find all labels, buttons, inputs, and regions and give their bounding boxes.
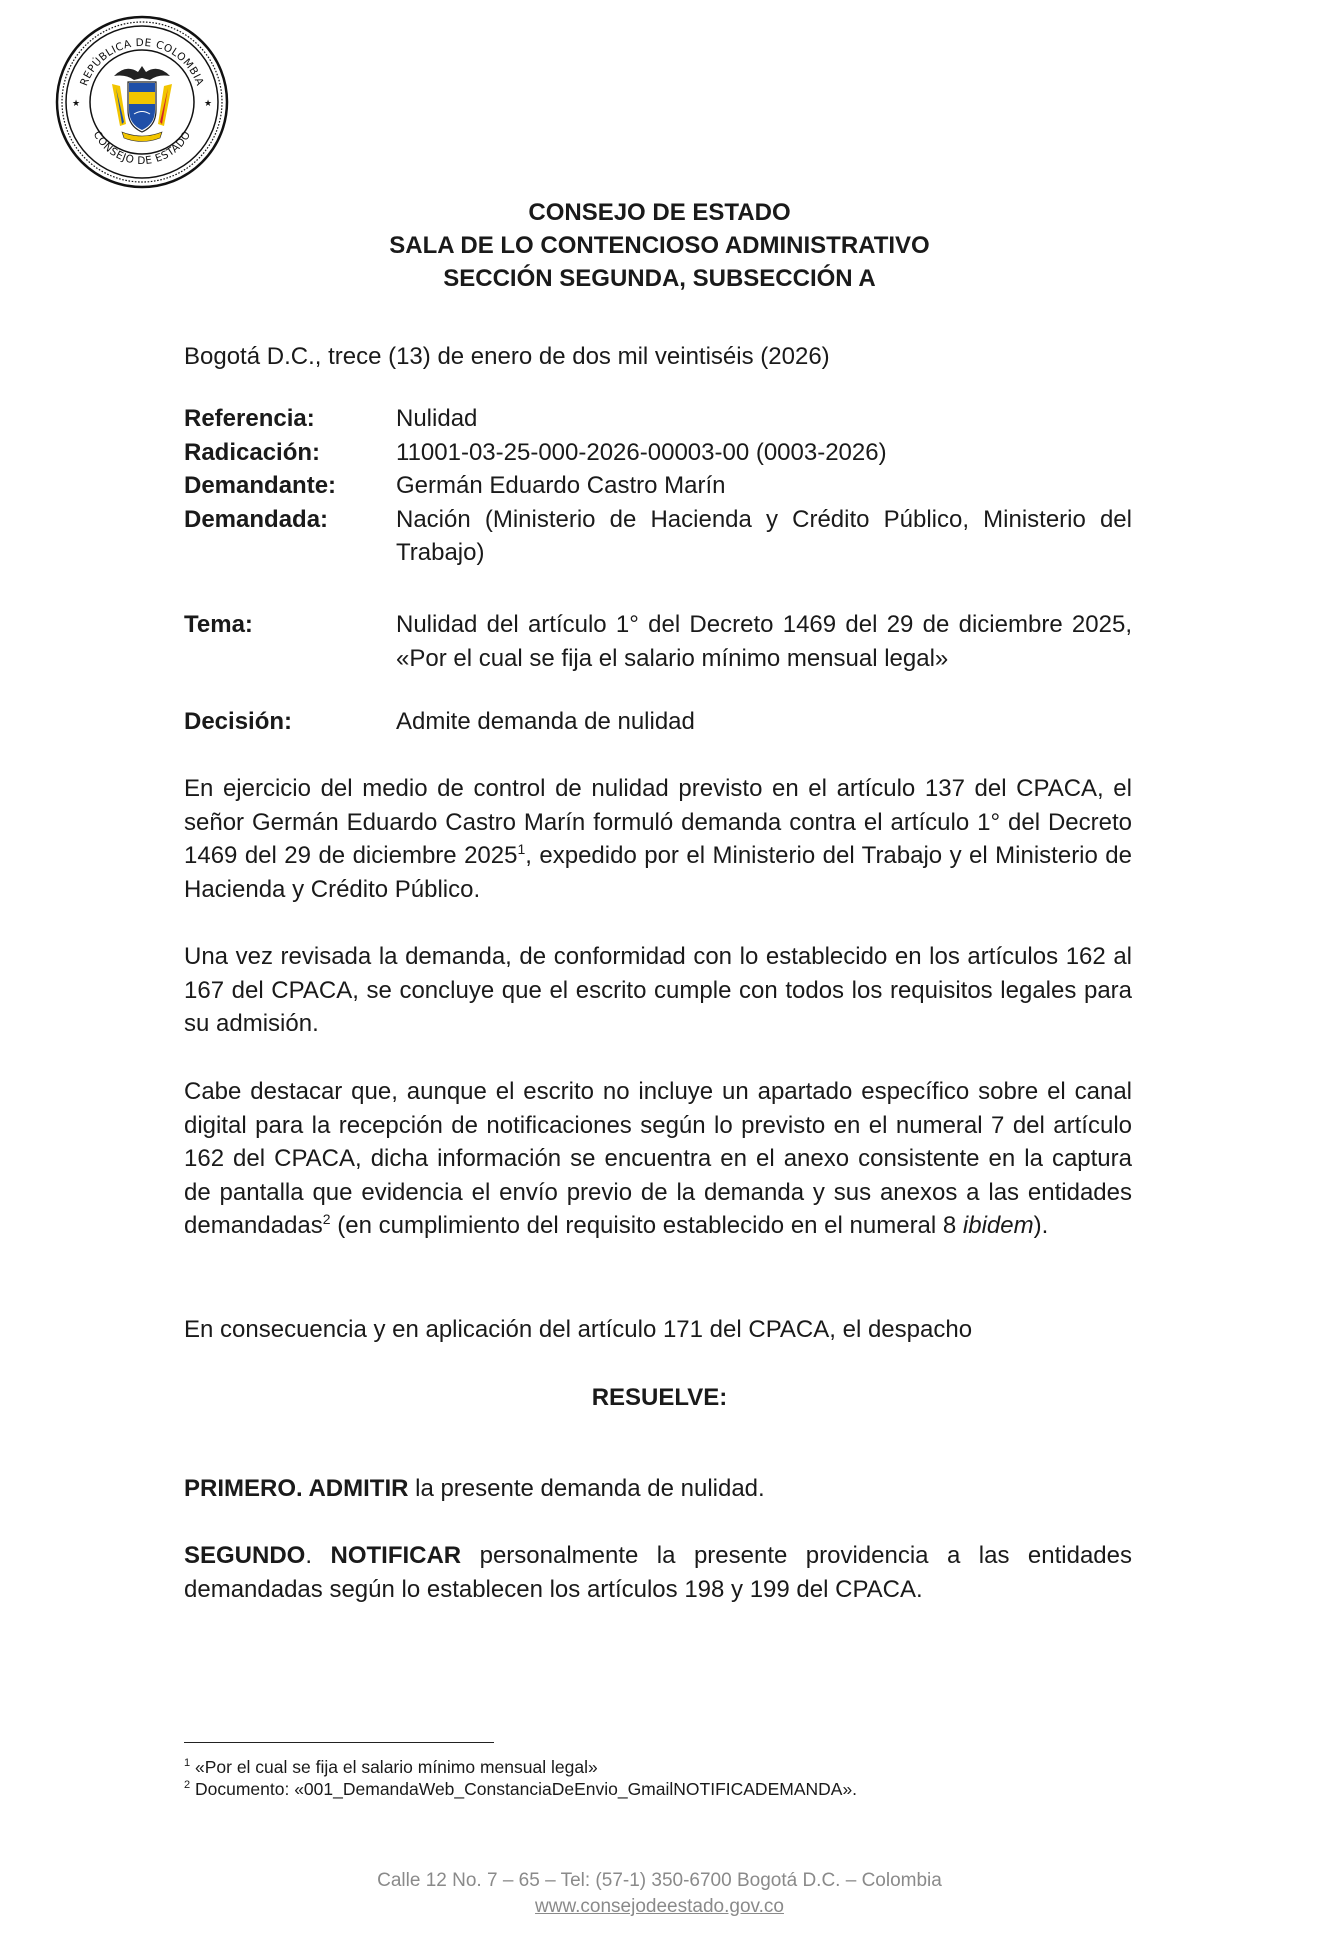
header-line-2: SALA DE LO CONTENCIOSO ADMINISTRATIVO xyxy=(389,232,930,259)
header-line-1: CONSEJO DE ESTADO xyxy=(528,199,791,226)
paragraph-1-text-b: , expedido por el Ministerio del Trabajo y el Ministerio de Hacienda y Crédito Público. xyxy=(184,842,1133,903)
footnote-1-text: «Por el cual se fija el salario mínimo mensual legal» xyxy=(190,1757,598,1777)
header-line-3: SECCIÓN SEGUNDA, SUBSECCIÓN A xyxy=(443,265,876,292)
footnote-divider xyxy=(184,1742,494,1743)
paragraph-3-text-b: (en cumplimiento del requisito establecido en el numeral 8 xyxy=(330,1212,963,1239)
paragraph-3-text-c: ). xyxy=(1033,1212,1049,1239)
svg-text:★: ★ xyxy=(204,99,213,109)
svg-text:★: ★ xyxy=(72,99,81,109)
footnote-1 xyxy=(184,1756,1132,1778)
paragraph-1-text-a: En ejercicio del medio de control de nulidad previsto en el artículo 137 del CPACA, el señor Germán Eduardo Castro Marín formuló demanda contra el artículo 1° del Decreto 1469 del 29 de diciembre 2025 xyxy=(184,775,1132,869)
paragraph-2: Una vez revisada la demanda, de conformidad con lo establecido en los artículos 162 al 167 del CPACA, se concluye que el escrito cumple con todos los requisitos legales para su admisión. xyxy=(184,943,1132,1037)
tema-block xyxy=(184,608,1132,675)
demandante-label: Demandante: xyxy=(184,472,337,499)
resolution-2-heading: SEGUNDO xyxy=(184,1542,306,1569)
resolution-1-text: la presente demanda de nulidad. xyxy=(408,1475,765,1502)
footnote-ref-2: 2 xyxy=(322,1211,331,1227)
resolution-2-text: personalmente la presente providencia a las entidades demandadas según lo establecen los artículos 198 y 199 del CPACA. xyxy=(184,1542,1132,1603)
referencia-label: Referencia: xyxy=(184,405,315,432)
document-header xyxy=(0,196,1319,295)
date-line: Bogotá D.C., trece (13) de enero de dos mil veintiséis (2026) xyxy=(184,343,830,370)
decision-label: Decisión: xyxy=(184,708,293,735)
paragraph-4: En consecuencia y en aplicación del artículo 171 del CPACA, el despacho xyxy=(184,1316,973,1343)
paragraph-3 xyxy=(184,1075,1132,1243)
demandante-row xyxy=(184,469,1132,503)
radicacion-label: Radicación: xyxy=(184,438,321,466)
seal-top-text: REPÚBLICA DE COLOMBIA xyxy=(78,36,206,88)
footnote-2 xyxy=(184,1778,1132,1800)
demandada-value: Nación (Ministerio de Hacienda y Crédito Público, Ministerio del Trabajo) xyxy=(396,505,1132,566)
reference-row xyxy=(184,402,1132,436)
demandada-label: Demandada: xyxy=(184,505,329,533)
reference-block xyxy=(184,402,1132,570)
referencia-value: Nulidad xyxy=(396,405,478,432)
footnote-1-number: 1 xyxy=(184,1757,191,1770)
footer-address: Calle 12 No. 7 – 65 – Tel: (57-1) 350-6700 Bogotá D.C. – Colombia xyxy=(377,1870,942,1891)
paragraph-1 xyxy=(184,772,1132,906)
page-footer xyxy=(0,1868,1319,1920)
radicacion-value: 11001-03-25-000-2026-00003-00 (0003-2026) xyxy=(396,438,887,466)
resolution-1 xyxy=(184,1472,1132,1506)
decision-value: Admite demanda de nulidad xyxy=(396,708,695,735)
paragraph-3-text-a: Cabe destacar que, aunque el escrito no incluye un apartado específico sobre el canal digital para la recepción de notificaciones según lo previsto en el numeral 7 del artículo 162 del CPACA, dicha información se encuentra en el anexo consistente en la captura de pantalla que evidencia el envío previo de la demanda y sus anexos a las entidades demandadas xyxy=(184,1078,1132,1239)
consejo-de-estado-seal xyxy=(54,14,230,190)
resolution-2 xyxy=(184,1539,1132,1606)
radicacion-row xyxy=(184,436,1132,470)
resuelve-heading: RESUELVE: xyxy=(591,1384,728,1411)
tema-label: Tema: xyxy=(184,611,253,638)
tema-value: Nulidad del artículo 1° del Decreto 1469 del 29 de diciembre 2025, «Por el cual se fija el salario mínimo mensual legal» xyxy=(396,611,1132,672)
footnote-2-number: 2 xyxy=(184,1779,191,1792)
footnotes xyxy=(184,1756,1132,1800)
seal-bottom-text: CONSEJO DE ESTADO xyxy=(90,129,194,168)
footnote-ref-1: 1 xyxy=(517,841,526,857)
footer-website-link[interactable]: www.consejodeestado.gov.co xyxy=(535,1896,784,1917)
decision-block xyxy=(184,705,1132,739)
resolution-2-action: NOTIFICAR xyxy=(330,1542,462,1569)
demandada-row xyxy=(184,503,1132,570)
paragraph-3-italic: ibidem xyxy=(962,1212,1034,1239)
tema-row xyxy=(184,608,1132,675)
decision-row xyxy=(184,705,1132,739)
footnote-2-text: Documento: «001_DemandaWeb_ConstanciaDeEnvio_GmailNOTIFICADEMANDA». xyxy=(190,1779,858,1799)
resolution-1-heading: PRIMERO. ADMITIR xyxy=(184,1475,409,1502)
demandante-value: Germán Eduardo Castro Marín xyxy=(396,472,726,499)
resolution-2-separator: . xyxy=(305,1542,331,1569)
